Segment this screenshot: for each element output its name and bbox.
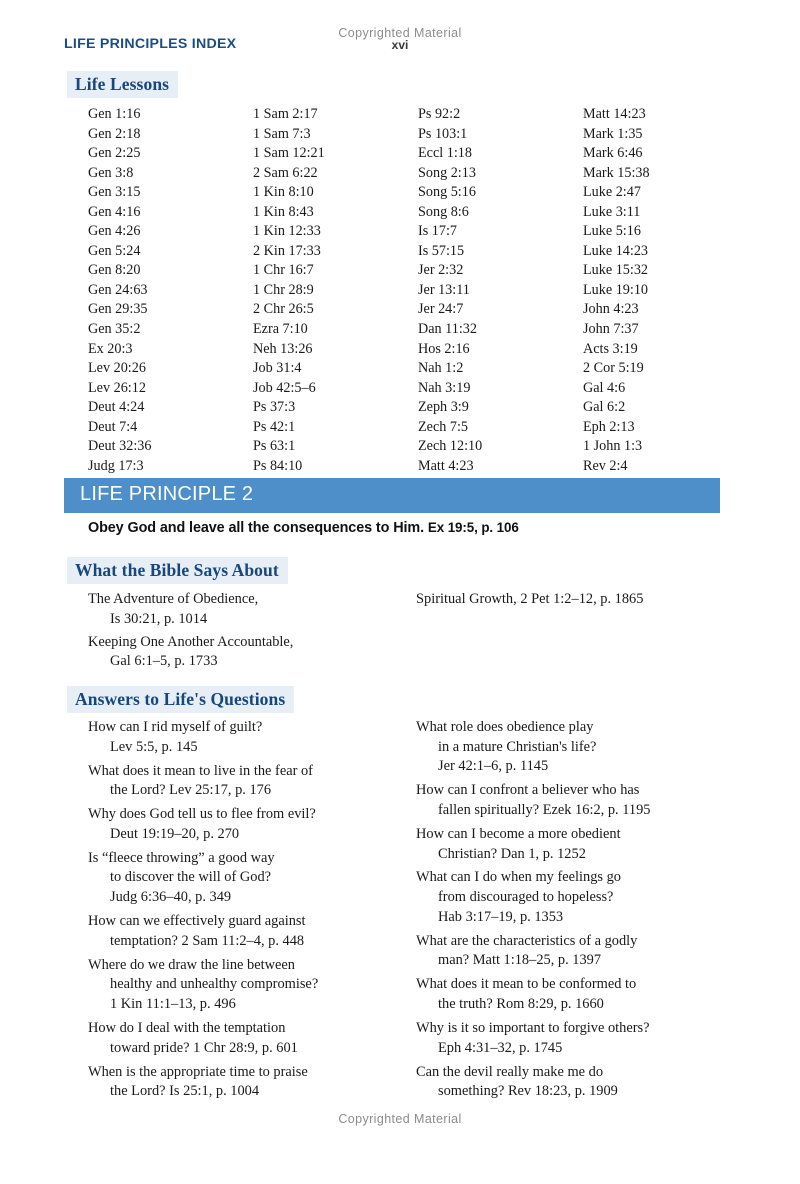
question-entry-reference: Judg 6:36–40, p. 349 [110, 889, 232, 906]
scripture-reference[interactable]: Lev 20:26 [88, 360, 146, 377]
question-entry[interactable] [88, 1019, 418, 1058]
scripture-reference[interactable]: 2 Sam 6:22 [253, 164, 318, 181]
section-heading-answers-to-lifes-questions: Answers to Life's Questions [67, 686, 294, 713]
question-entry[interactable] [416, 932, 726, 971]
scripture-reference[interactable]: Luke 5:16 [583, 223, 641, 240]
scripture-reference[interactable]: 1 Chr 16:7 [253, 262, 314, 279]
question-entry[interactable] [88, 805, 418, 844]
scripture-reference[interactable]: Gen 4:26 [88, 223, 141, 240]
question-entry-reference: healthy and unhealthy compromise? [110, 976, 319, 993]
question-entry-reference: something? Rev 18:23, p. 1909 [438, 1083, 618, 1100]
scripture-reference[interactable]: Neh 13:26 [253, 340, 313, 357]
question-entry[interactable] [416, 718, 726, 777]
topic-entry-title: The Adventure of Obedience, [88, 591, 259, 607]
scripture-reference[interactable]: Is 57:15 [418, 242, 465, 259]
question-entry[interactable] [416, 781, 726, 820]
scripture-reference[interactable]: Hos 2:16 [418, 340, 470, 357]
scripture-reference[interactable]: Job 42:5–6 [253, 379, 316, 396]
scripture-reference[interactable]: Lev 26:12 [88, 379, 146, 396]
question-entry[interactable] [88, 718, 418, 757]
question-entry-title: How do I deal with the temptation [88, 1019, 286, 1036]
question-entry-title: How can I rid myself of guilt? [88, 719, 263, 735]
question-entry-title: What does it mean to live in the fear of [88, 762, 313, 779]
scripture-reference[interactable]: Ezra 7:10 [253, 321, 308, 338]
question-entry-title: How can I become a more obedient [416, 825, 621, 842]
scripture-reference[interactable]: Mark 15:38 [583, 164, 650, 181]
life-lessons-column [88, 105, 253, 476]
scripture-reference[interactable]: 1 Kin 12:33 [253, 223, 321, 240]
life-principle-banner-label: LIFE PRINCIPLE 2 [80, 483, 254, 505]
scripture-reference[interactable]: Luke 19:10 [583, 281, 649, 298]
scripture-reference[interactable]: Gen 1:16 [88, 106, 141, 122]
section-heading-life-lessons: Life Lessons [67, 71, 178, 98]
question-entry-title: How can I confront a believer who has [416, 782, 640, 799]
scripture-reference[interactable]: Gen 4:16 [88, 203, 141, 220]
topic-entry-title: Keeping One Another Accountable, [88, 633, 294, 650]
scripture-reference[interactable]: Ps 63:1 [253, 438, 296, 455]
scripture-reference[interactable]: Song 2:13 [418, 164, 476, 181]
topic-entry[interactable] [88, 633, 418, 672]
question-entry[interactable] [416, 825, 726, 864]
question-entry-title: Why is it so important to forgive others? [416, 1019, 650, 1036]
question-entry-reference: man? Matt 1:18–25, p. 1397 [438, 952, 602, 969]
life-principle-statement-reference: Ex 19:5, p. 106 [427, 520, 519, 535]
section-heading-what-the-bible-says-about: What the Bible Says About [67, 557, 288, 584]
question-entry-title: Can the devil really make me do [416, 1063, 604, 1080]
scripture-reference[interactable]: Matt 14:23 [583, 106, 646, 122]
question-entry[interactable] [88, 912, 418, 951]
scripture-reference[interactable]: Is 17:7 [418, 223, 458, 240]
scripture-reference[interactable]: Gal 6:2 [583, 399, 626, 416]
scripture-reference[interactable]: Acts 3:19 [583, 340, 638, 357]
watermark-bottom: Copyrighted Material [338, 1112, 462, 1126]
question-entry-reference: 1 Kin 11:1–13, p. 496 [110, 996, 236, 1013]
question-entry-reference: Hab 3:17–19, p. 1353 [438, 908, 564, 925]
scripture-reference[interactable]: Deut 7:4 [88, 418, 138, 435]
scripture-reference[interactable]: Ps 103:1 [418, 125, 468, 142]
life-principle-statement-text: Obey God and leave all the consequences to Him. [88, 520, 424, 536]
life-lessons-column [583, 105, 728, 476]
life-lessons-column [253, 105, 418, 476]
scripture-reference[interactable]: 1 John 1:3 [583, 438, 643, 455]
question-entry-reference: the truth? Rom 8:29, p. 1660 [438, 996, 604, 1013]
answers-column-left [88, 718, 418, 1106]
scripture-reference[interactable]: Luke 14:23 [583, 242, 649, 259]
scripture-reference[interactable]: Gen 35:2 [88, 321, 141, 338]
scripture-reference[interactable]: 1 Sam 2:17 [253, 106, 318, 122]
scripture-reference[interactable]: 1 Kin 8:10 [253, 184, 314, 201]
scripture-reference[interactable]: Jer 13:11 [418, 281, 470, 298]
scripture-reference[interactable]: Ex 20:3 [88, 340, 133, 357]
scripture-reference[interactable]: Matt 4:23 [418, 457, 474, 474]
life-principle-banner [64, 478, 720, 513]
question-entry-reference: the Lord? Lev 25:17, p. 176 [110, 782, 272, 799]
life-lessons-reference-grid [88, 105, 728, 476]
scripture-reference[interactable]: Gen 5:24 [88, 242, 141, 259]
scripture-reference[interactable]: John 4:23 [583, 301, 639, 318]
scripture-reference[interactable]: Gen 29:35 [88, 301, 148, 318]
page-folio-number: xvi [391, 38, 409, 52]
question-entry-reference: Jer 42:1–6, p. 1145 [438, 758, 549, 775]
scripture-reference[interactable]: 2 Cor 5:19 [583, 360, 644, 377]
question-entry[interactable] [416, 1063, 726, 1102]
question-entry-reference: temptation? 2 Sam 11:2–4, p. 448 [110, 932, 305, 949]
watermark-top: Copyrighted Material [338, 26, 462, 40]
scripture-reference[interactable]: Gen 3:8 [88, 164, 134, 181]
scripture-reference[interactable]: Mark 6:46 [583, 145, 643, 162]
scripture-reference[interactable]: Judg 17:3 [88, 457, 144, 474]
question-entry-title: When is the appropriate time to praise [88, 1063, 308, 1080]
scripture-reference[interactable]: Song 8:6 [418, 203, 469, 220]
scripture-reference[interactable]: Eph 2:13 [583, 418, 635, 435]
question-entry-title: What does it mean to be conformed to [416, 976, 637, 993]
question-entry-title: What can I do when my feelings go [416, 869, 622, 886]
scripture-reference[interactable]: 2 Chr 26:5 [253, 301, 314, 318]
question-entry-reference: in a mature Christian's life? [438, 738, 597, 755]
scripture-reference[interactable]: Deut 32:36 [88, 438, 152, 455]
scripture-reference[interactable]: Dan 11:32 [418, 321, 477, 338]
scripture-reference[interactable]: Luke 2:47 [583, 184, 641, 201]
scripture-reference[interactable]: Gen 2:25 [88, 145, 141, 162]
scripture-reference[interactable]: 1 Sam 12:21 [253, 145, 325, 162]
question-entry-reference: Lev 5:5, p. 145 [110, 738, 198, 755]
scripture-reference[interactable]: 1 Chr 28:9 [253, 281, 314, 298]
topic-entry[interactable] [416, 590, 726, 610]
scripture-reference[interactable]: Jer 24:7 [418, 301, 464, 318]
question-entry-reference: toward pride? 1 Chr 28:9, p. 601 [110, 1039, 298, 1056]
scripture-reference[interactable]: Gen 2:18 [88, 125, 141, 142]
topic-entry-title: Spiritual Growth, 2 Pet 1:2–12, p. 1865 [416, 591, 644, 607]
question-entry-reference: to discover the will of God? [110, 869, 272, 886]
question-entry-reference: Eph 4:31–32, p. 1745 [438, 1039, 563, 1056]
question-entry-title: Is “fleece throwing” a good way [88, 849, 275, 866]
topic-entry-reference: Is 30:21, p. 1014 [110, 610, 208, 627]
question-entry-reference: Deut 19:19–20, p. 270 [110, 825, 240, 842]
running-head: LIFE PRINCIPLES INDEX [64, 36, 237, 52]
scripture-reference[interactable]: Job 31:4 [253, 360, 302, 377]
question-entry[interactable] [88, 956, 418, 1015]
scripture-reference[interactable]: Deut 4:24 [88, 399, 145, 416]
scripture-reference[interactable]: Gen 24:63 [88, 281, 148, 298]
topic-entry[interactable] [88, 590, 418, 629]
life-lessons-column [418, 105, 583, 476]
topic-entry-reference: Gal 6:1–5, p. 1733 [110, 653, 218, 670]
question-entry[interactable] [416, 1019, 726, 1058]
bible-says-column-left [88, 590, 418, 675]
question-entry-reference: Christian? Dan 1, p. 1252 [438, 845, 586, 862]
scripture-reference[interactable]: Luke 15:32 [583, 262, 649, 279]
scripture-reference[interactable]: Zech 12:10 [418, 438, 483, 455]
scripture-reference[interactable]: John 7:37 [583, 321, 639, 338]
question-entry[interactable] [88, 1063, 418, 1102]
question-entry-reference: fallen spiritually? Ezek 16:2, p. 1195 [438, 802, 651, 818]
bible-says-column-right [416, 590, 726, 613]
scripture-reference[interactable]: Ps 84:10 [253, 457, 303, 474]
question-entry-reference: the Lord? Is 25:1, p. 1004 [110, 1083, 260, 1100]
scripture-reference[interactable]: 1 Sam 7:3 [253, 125, 311, 142]
question-entry[interactable] [416, 868, 726, 927]
scripture-reference[interactable]: Zech 7:5 [418, 418, 469, 435]
answers-column-right [416, 718, 726, 1106]
scripture-reference[interactable]: Jer 2:32 [418, 262, 464, 279]
scripture-reference[interactable]: Rev 2:4 [583, 457, 628, 474]
scripture-reference[interactable]: Ps 37:3 [253, 399, 296, 416]
scripture-reference[interactable]: Zeph 3:9 [418, 399, 469, 416]
question-entry[interactable] [88, 762, 418, 801]
question-entry-title: What role does obedience play [416, 719, 594, 735]
scripture-reference[interactable]: Ps 42:1 [253, 418, 296, 435]
question-entry-title: Where do we draw the line between [88, 956, 295, 973]
question-entry[interactable] [88, 849, 418, 908]
question-entry-title: Why does God tell us to flee from evil? [88, 806, 316, 823]
scripture-reference[interactable]: Ps 92:2 [418, 106, 461, 122]
scripture-reference[interactable]: Gal 4:6 [583, 379, 626, 396]
scripture-reference[interactable]: Song 5:16 [418, 184, 476, 201]
question-entry-reference: from discouraged to hopeless? [438, 889, 614, 906]
question-entry-title: What are the characteristics of a godly [416, 932, 638, 949]
scripture-reference[interactable]: Mark 1:35 [583, 125, 643, 142]
scripture-reference[interactable]: Eccl 1:18 [418, 145, 472, 162]
scripture-reference[interactable]: Gen 8:20 [88, 262, 141, 279]
scripture-reference[interactable]: Gen 3:15 [88, 184, 141, 201]
life-principle-statement [88, 520, 519, 536]
scripture-reference[interactable]: Nah 3:19 [418, 379, 471, 396]
question-entry-title: How can we effectively guard against [88, 913, 306, 930]
scripture-reference[interactable]: 1 Kin 8:43 [253, 203, 314, 220]
scripture-reference[interactable]: Luke 3:11 [583, 203, 641, 220]
scripture-reference[interactable]: Nah 1:2 [418, 360, 464, 377]
question-entry[interactable] [416, 975, 726, 1014]
scripture-reference[interactable]: 2 Kin 17:33 [253, 242, 321, 259]
